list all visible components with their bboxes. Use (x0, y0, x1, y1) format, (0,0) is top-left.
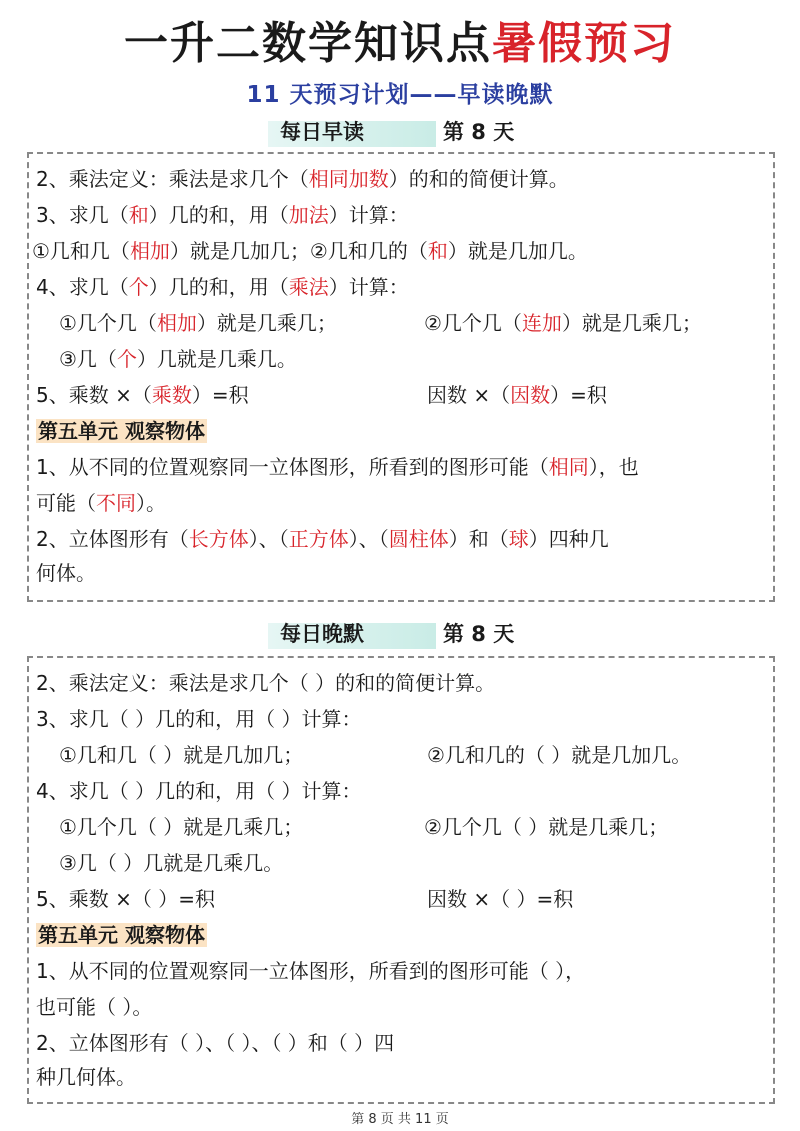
evening-line-7a: 5、乘数 ×（ ）=积 (36, 887, 215, 911)
evening-line-3a: ①几和几（ ）就是几加几； (59, 743, 304, 767)
evening-line-10: 2、立体图形有（ ）、（ ）、（ ）和（ ）四 (36, 1031, 395, 1055)
evening-line-1: 2、乘法定义：乘法是求几个（ ）的和的简便计算。 (36, 671, 496, 695)
evening-unit-heading: 第五单元 观察物体 (38, 923, 205, 947)
morning-line-7b: 因数 ×（因数）=积 (427, 383, 607, 407)
evening-line-9: 也可能（ ）。 (36, 995, 153, 1019)
evening-line-8: 1、从不同的位置观察同一立体图形，所看到的图形可能（ ）， (36, 959, 586, 983)
title-highlight: 暑假预习 (492, 18, 676, 69)
evening-section-header (260, 617, 540, 651)
morning-line-11: 何体。 (36, 561, 96, 585)
morning-line-4: 4、求几（个）几的和，用（乘法）计算： (36, 275, 409, 299)
evening-header-label: 每日晚默 (280, 622, 364, 646)
evening-day-label: 第 8 天 (443, 622, 515, 646)
evening-line-5b: ②几个几（ ）就是几乘几； (424, 815, 669, 839)
morning-header-label: 每日早读 (280, 120, 364, 144)
evening-line-7b: 因数 ×（ ）=积 (427, 887, 574, 911)
morning-day-label: 第 8 天 (443, 120, 515, 144)
morning-content-box (27, 152, 775, 602)
morning-unit-heading: 第五单元 观察物体 (38, 419, 205, 443)
morning-line-5b: ②几个几（连加）就是几乘几； (424, 311, 702, 335)
evening-line-5a: ①几个几（ ）就是几乘几； (59, 815, 304, 839)
morning-line-6: ③几（个）几就是几乘几。 (59, 347, 297, 371)
morning-section-header (260, 115, 540, 149)
page-subtitle: 11 天预习计划——早读晚默 (246, 82, 554, 108)
morning-line-7a: 5、乘数 ×（乘数）=积 (36, 383, 249, 407)
page-footer: 第 8 页 共 11 页 (351, 1112, 449, 1127)
morning-line-8: 1、从不同的位置观察同一立体图形，所看到的图形可能（相同），也 (36, 455, 639, 479)
page-title (0, 14, 800, 74)
evening-line-3b: ②几和几的（ ）就是几加几。 (427, 743, 692, 767)
morning-line-10: 2、立体图形有（长方体）、（正方体）、（圆柱体）和（球）四种几 (36, 527, 609, 551)
evening-line-11: 种几何体。 (36, 1065, 136, 1089)
morning-line-5a: ①几个几（相加）就是几乘几； (59, 311, 337, 335)
evening-line-6: ③几（ ）几就是几乘几。 (59, 851, 284, 875)
morning-line-9: 可能（不同）。 (36, 491, 166, 515)
morning-line-1: 2、乘法定义：乘法是求几个（相同加数）的和的简便计算。 (36, 167, 569, 191)
title-main: 一升二数学知识点 (124, 18, 492, 69)
evening-content-box (27, 656, 775, 1104)
evening-line-4: 4、求几（ ）几的和，用（ ）计算： (36, 779, 362, 803)
evening-line-2: 3、求几（ ）几的和，用（ ）计算： (36, 707, 362, 731)
morning-line-2: 3、求几（和）几的和，用（加法）计算： (36, 203, 409, 227)
morning-line-3: ①几和几（相加）就是几加几；②几和几的（和）就是几加几。 (32, 239, 588, 263)
